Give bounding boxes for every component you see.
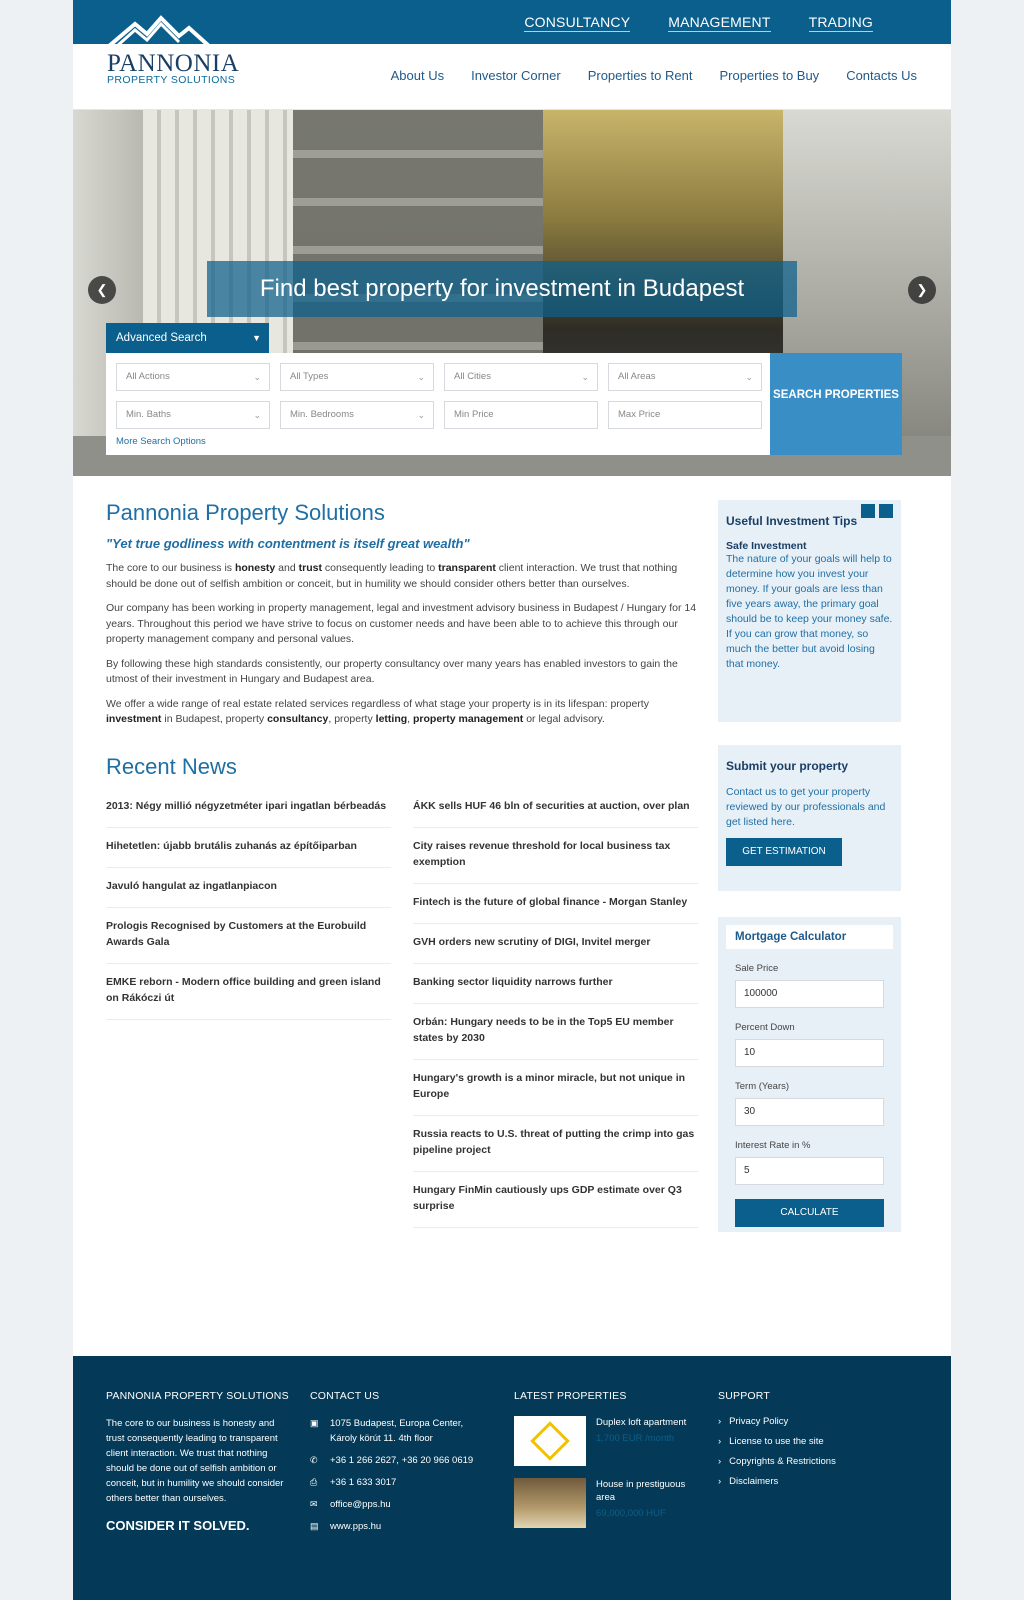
news-item[interactable]: Hihetetlen: újabb brutális zuhanás az építőiparban (106, 828, 391, 868)
chevron-down-icon: ⌄ (253, 372, 261, 382)
chevron-down-icon: ⌄ (417, 372, 425, 382)
news-item[interactable]: Fintech is the future of global finance - Morgan Stanley (413, 884, 698, 924)
chevron-right-icon: › (718, 1436, 722, 1447)
nav-contacts-us[interactable]: Contacts Us (846, 68, 917, 83)
page (73, 0, 951, 1600)
top-nav (524, 14, 873, 32)
bold-run: honesty (234, 562, 276, 574)
areas-select-value: All Areas (618, 371, 656, 382)
footer-latest-title: LATEST PROPERTIES (514, 1390, 627, 1402)
search-panel (106, 353, 770, 455)
submit-text: Contact us to get your property reviewed by our professionals and get listed here. (726, 786, 886, 828)
news-item[interactable]: ÁKK sells HUF 46 bln of securities at auction, over plan (413, 798, 698, 828)
max-price-input[interactable]: Max Price (608, 401, 762, 429)
chevron-right-icon: › (718, 1416, 722, 1427)
envelope-icon: ✉ (310, 1499, 318, 1509)
about-paragraph: Our company has been working in property management, legal and investment advisory business in Budapest / Hungary for 14 years. Throughout this period we have strive to focus on customer needs and have been able to to achieve this through our property management company and personal values. (106, 602, 697, 645)
submit-title: Submit your property (726, 759, 849, 773)
news-item[interactable]: Javuló hangulat az ingatlanpiacon (106, 868, 391, 908)
actions-select-value: All Actions (126, 371, 170, 382)
bold-run: letting (375, 713, 408, 725)
tips-title: Useful Investment Tips (726, 514, 858, 528)
tip-text: The nature of your goals will help to determine how you invest your money. If your goals are less than five years away, the primary goal should be to keep your money safe. If you can grow that money, so much the better but avoid losing that money. (726, 553, 893, 670)
chevron-right-icon[interactable]: ❯ (908, 276, 936, 304)
chevron-down-icon: ⌄ (253, 410, 261, 420)
about-paragraph: By following these high standards consistently, our property consultancy over many years has enabled investors to gain the utmost of their investment in Hungary and Budapest area. (106, 657, 678, 685)
property-card[interactable] (514, 1478, 696, 1528)
sale-price-label: Sale Price (735, 963, 779, 974)
main-content (106, 500, 698, 1228)
areas-select[interactable] (608, 363, 762, 391)
logo-subtitle: PROPERTY SOLUTIONS (107, 74, 236, 86)
advanced-search-tab[interactable] (106, 323, 269, 353)
news-item[interactable]: GVH orders new scrutiny of DIGI, Invitel merger (413, 924, 698, 964)
address-text: 1075 Budapest, Europa Center, Károly körút 11. 4th floor (330, 1418, 464, 1444)
bold-run: transparent (438, 562, 496, 574)
property-card[interactable] (514, 1416, 696, 1466)
property-title[interactable]: House in prestiguous area (596, 1479, 686, 1503)
chevron-right-icon: › (718, 1456, 722, 1467)
recent-news-title: Recent News (106, 753, 237, 779)
hero-caption: Find best property for investment in Budapest (207, 261, 797, 317)
calculate-button[interactable]: CALCULATE (735, 1199, 884, 1227)
submit-property-widget (718, 745, 901, 891)
support-link-label: Copyrights & Restrictions (729, 1456, 836, 1467)
chevron-left-icon[interactable]: ❮ (88, 276, 116, 304)
text-run: The core to our business is (106, 562, 235, 574)
types-select-value: All Types (290, 371, 329, 382)
placeholder-diamond-icon (530, 1421, 570, 1461)
footer-contact (310, 1390, 490, 1541)
building-icon: ▣ (310, 1418, 319, 1428)
chevron-down-icon: ⌄ (745, 372, 753, 382)
printer-icon: ⎙ (310, 1477, 318, 1487)
interest-rate-input[interactable]: 5 (735, 1157, 884, 1185)
support-link[interactable] (718, 1416, 844, 1427)
bedrooms-select-value: Min. Bedrooms (290, 409, 354, 420)
text-run: We offer a wide range of real estate related services regardless of what stage your property is in its lifespan: property (106, 697, 649, 710)
news-item[interactable]: City raises revenue threshold for local business tax exemption (413, 828, 698, 884)
top-nav-management[interactable]: MANAGEMENT (668, 14, 771, 30)
about-title: Pannonia Property Solutions (106, 500, 385, 525)
text-run: or legal advisory. (523, 713, 605, 725)
term-label: Term (Years) (735, 1081, 790, 1092)
footer-latest-properties (514, 1390, 696, 1540)
bedrooms-select[interactable] (280, 401, 434, 429)
news-item[interactable]: Hungary's growth is a minor miracle, but not unique in Europe (413, 1060, 698, 1116)
chevron-down-icon: ⌄ (417, 410, 425, 420)
news-grid (106, 798, 698, 1228)
chevron-right-icon: › (718, 1476, 722, 1487)
monitor-icon: ▤ (310, 1521, 319, 1531)
main-nav (391, 68, 917, 83)
fax-text: +36 1 633 3017 (330, 1477, 397, 1488)
property-thumbnail[interactable] (514, 1478, 586, 1528)
mortgage-title: Mortgage Calculator (726, 925, 893, 949)
sale-price-input[interactable]: 100000 (735, 980, 884, 1008)
tips-controls (861, 504, 893, 518)
support-link-label: Privacy Policy (729, 1416, 789, 1427)
nav-investor-corner[interactable]: Investor Corner (471, 68, 561, 83)
footer-support (718, 1390, 844, 1496)
support-link[interactable] (718, 1436, 844, 1447)
prev-tip-button[interactable] (861, 504, 875, 518)
news-item[interactable]: Orbán: Hungary needs to be in the Top5 EU member states by 2030 (413, 1004, 698, 1060)
news-item[interactable]: Banking sector liquidity narrows further (413, 964, 698, 1004)
investment-tips-widget (718, 500, 901, 722)
support-link[interactable] (718, 1456, 844, 1467)
news-item[interactable]: Hungary FinMin cautiously ups GDP estimate over Q3 surprise (413, 1172, 698, 1228)
get-estimation-button[interactable]: GET ESTIMATION (726, 838, 842, 866)
types-select[interactable] (280, 363, 434, 391)
news-item[interactable]: Prologis Recognised by Customers at the Eurobuild Awards Gala (106, 908, 391, 964)
about-paragraph (106, 561, 698, 592)
support-link-label: Disclaimers (729, 1476, 779, 1487)
bold-run: property management (413, 713, 524, 725)
tip-subtitle: Safe Investment (726, 540, 807, 552)
chevron-down-icon: ⌄ (581, 372, 589, 382)
news-item[interactable]: 2013: Négy millió négyzetméter ipari ingatlan bérbeadás (106, 798, 391, 828)
footer-slogan: CONSIDER IT SOLVED. (106, 1518, 250, 1533)
nav-properties-to-buy[interactable]: Properties to Buy (719, 68, 820, 83)
email-row (310, 1497, 490, 1512)
term-input[interactable]: 30 (735, 1098, 884, 1126)
top-nav-consultancy[interactable]: CONSULTANCY (524, 14, 631, 30)
news-column-left (106, 798, 391, 1228)
baths-select[interactable] (116, 401, 270, 429)
text-run: consequently leading to (321, 562, 439, 574)
about-quote: "Yet true godliness with contentment is itself great wealth" (106, 536, 470, 551)
property-thumbnail[interactable] (514, 1416, 586, 1466)
main-header (73, 44, 951, 110)
bold-run: trust (298, 562, 322, 574)
caret-down-icon: ▼ (252, 333, 261, 343)
footer-support-title: SUPPORT (718, 1390, 770, 1402)
hero-slider (73, 110, 951, 476)
text-run: , (407, 713, 413, 725)
next-tip-button[interactable] (879, 504, 893, 518)
nav-about-us[interactable]: About Us (390, 68, 445, 83)
logo-mountains-icon[interactable] (107, 14, 227, 48)
text-run: and (275, 562, 299, 574)
phone-text[interactable]: +36 1 266 2627, +36 20 966 0619 (330, 1455, 474, 1466)
email-link[interactable]: office@pps.hu (330, 1499, 391, 1510)
bold-run: consultancy (267, 713, 329, 725)
footer-about-text: The core to our business is honesty and trust consequently leading to transparent client interaction. We trust that nothing should be done out of selfish ambition or conceit, but in humility we should consider others better than ourselves. (106, 1418, 284, 1504)
percent-down-label: Percent Down (735, 1022, 795, 1033)
cities-select[interactable] (444, 363, 598, 391)
support-link-label: License to use the site (729, 1436, 824, 1447)
baths-select-value: Min. Baths (126, 409, 171, 420)
logo-name[interactable]: PANNONIA (107, 50, 240, 77)
text-run: in Budapest, property (161, 713, 268, 725)
phone-row (310, 1453, 490, 1468)
news-item[interactable]: Russia reacts to U.S. threat of putting the crimp into gas pipeline project (413, 1116, 698, 1172)
advanced-search-label: Advanced Search (116, 332, 207, 344)
actions-select[interactable] (116, 363, 270, 391)
news-item[interactable]: EMKE reborn - Modern office building and green island on Rákóczi út (106, 964, 391, 1020)
more-search-options-link[interactable]: More Search Options (116, 436, 206, 447)
footer-about-title: PANNONIA PROPERTY SOLUTIONS (106, 1390, 289, 1402)
search-properties-button[interactable]: SEARCH PROPERTIES (770, 353, 902, 455)
address-row (310, 1416, 490, 1446)
bold-run: investment (106, 713, 162, 725)
nav-properties-to-rent[interactable]: Properties to Rent (587, 68, 693, 83)
phone-icon: ✆ (310, 1455, 318, 1465)
web-link[interactable]: www.pps.hu (330, 1521, 382, 1532)
support-link[interactable] (718, 1476, 844, 1487)
web-row (310, 1519, 490, 1534)
top-nav-trading[interactable]: TRADING (808, 14, 873, 30)
about-paragraph (106, 697, 698, 728)
footer (73, 1356, 951, 1600)
footer-about (106, 1390, 289, 1533)
mortgage-calculator (718, 917, 901, 1232)
footer-contact-title: CONTACT US (310, 1390, 380, 1402)
property-price: 1,700 EUR /month (596, 1433, 675, 1444)
fax-row (310, 1475, 490, 1490)
text-run: , property (328, 713, 376, 725)
property-title[interactable]: Duplex loft apartment (596, 1417, 687, 1428)
property-info (596, 1478, 696, 1528)
percent-down-input[interactable]: 10 (735, 1039, 884, 1067)
cities-select-value: All Cities (454, 371, 491, 382)
property-price: 69,000,000 HUF (596, 1508, 666, 1519)
min-price-input[interactable]: Min Price (444, 401, 598, 429)
property-info (596, 1416, 696, 1466)
interest-rate-label: Interest Rate in % (735, 1140, 811, 1151)
news-column-right (413, 798, 698, 1228)
text-run: client interaction. We trust that nothing should be done out of selfish ambition or conceit, but in humility we should consider others better than ourselves. (106, 562, 678, 590)
